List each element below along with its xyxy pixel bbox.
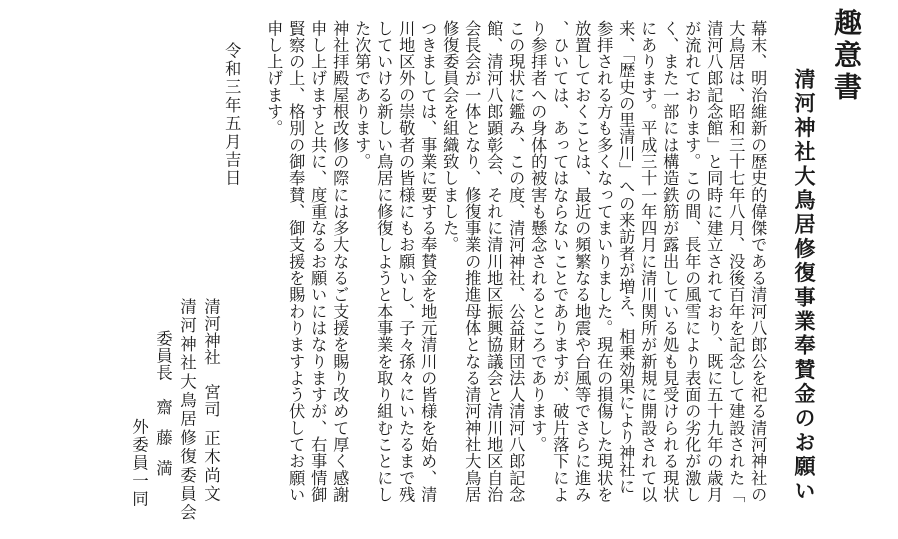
document-date: 令和三年五月吉日 <box>222 42 242 188</box>
signature-name: 齋藤満 <box>153 398 173 491</box>
body-line: た次第であります。 <box>352 20 372 170</box>
body-line: り参拝者への身体的被害も懸念されるところであります。 <box>528 20 548 453</box>
body-line: 参拝される方も多くなってまいりました。現在の損傷した現状を <box>594 20 614 503</box>
body-line: 、ひいては、あってはならないことでありますが、破片落下によ <box>550 20 570 503</box>
signature-line <box>154 330 171 490</box>
body-line: していける新しい鳥居に修復しようと本事業を取り組むことにし <box>374 20 394 503</box>
body-line: が流れております。この間、長年の風雪により表面の劣化が激し <box>682 20 702 503</box>
body-line: 館、清河八郎顕彰会、それに清川地区振興協議会と清川地区自治 <box>484 20 504 503</box>
body-line: 申し上げますと共に、度重なるお願いにはなりますが、右事情御 <box>308 20 328 503</box>
signature-title: 外委員一同 <box>129 418 149 508</box>
document-heading: 趣意書 <box>830 8 863 104</box>
body-line: この現状に鑑み、この度、清河神社、公益財団法人清河八郎記念 <box>506 20 526 503</box>
signature-title: 清河神社 <box>201 298 221 366</box>
signature-title: 委員長 <box>153 330 173 381</box>
signature-name: 正木尚文 <box>201 429 221 504</box>
body-line: つきましては、事業に要する奉賛金を地元清川の皆様を始め、清 <box>418 20 438 503</box>
signature-title: 清河神社大鳥居修復委員会 <box>177 298 197 523</box>
body-line: にあります。平成三十一年四月に清川関所が新規に開設されて以 <box>638 20 658 503</box>
body-line: 神社拝殿屋根改修の際には多大なるご支援を賜り改めて厚く感謝 <box>330 20 350 503</box>
body-line: 川地区外の崇敬者の皆様にもお願いし、子々孫々にいたるまで残 <box>396 20 416 503</box>
body-line: 来、「歴史の里清川」への来訪者が増え、相乗効果により神社に <box>616 20 636 495</box>
body-line: 修復委員会を組織致しました。 <box>440 20 460 254</box>
body-line: 大鳥居は、昭和三十七年八月、没後百年を記念して建設された「 <box>726 20 746 503</box>
body-line: く、また一部には構造鉄筋が露出している処も見受けられる現状 <box>660 20 680 503</box>
body-line: 申し上げます。 <box>264 20 284 137</box>
body-line: 幕末、明治維新の歴史的偉傑である清河八郎公を祀る清河神社の <box>748 20 768 503</box>
body-line: 賢察の上、格別の御奉賛、御支援を賜わりますよう伏してお願い <box>286 20 306 503</box>
document-subtitle: 清河神社大鳥居修復事業奉賛金のお願い <box>792 68 817 504</box>
signature-role: 宮司 <box>201 383 221 418</box>
body-line: 放置しておくことは、最近の頻繁なる地震や台風等でさらに進み <box>572 20 592 503</box>
signature-line <box>130 418 147 508</box>
signature-line <box>178 298 195 522</box>
signature-line <box>202 298 219 503</box>
body-line: 会長会が一体となり、修復事業の推進母体となる清河神社大鳥居 <box>462 20 482 503</box>
body-line: 清河八郎記念館」と同時に建立されており、既に五十九年の歳月 <box>704 20 724 503</box>
